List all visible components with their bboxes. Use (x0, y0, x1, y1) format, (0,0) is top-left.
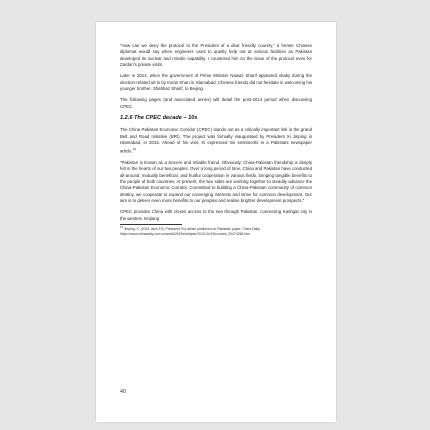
footnote-marker: 19 (120, 226, 123, 230)
paragraph-cpec-intro-text: The China Pakistan Economic Corridor (CPEC) stands out as a critically important link in the grand Belt and Road Initiative (BRI). The project was formally inaugurated by President Xi Jinping in Islamabad, in 2015. Ahead of his visit, Xi expressed his sentiments in a Pakistani newspaper article. (120, 127, 312, 154)
paragraph-cpec-access: CPEC provides China with closes access to the sea through Pakistan, connecting Kashgar city in the western Xinjiang (120, 209, 312, 221)
paragraph-cpec-intro (120, 127, 312, 155)
paragraph-diplomat-quote: “How can we deny the protocol to the President of a dear friendly country,” a former Chinese diplomat would say when engineers used to quietly help out at various facilities as Pakistan developed its nuclear and missile capability. I countered him on the issue of the protocol even for Zardari’s private visits. (120, 43, 312, 67)
page-number: 40 (120, 389, 126, 395)
footnote-reference: 19 (132, 147, 137, 152)
section-title: The CPEC decade – 10s (134, 115, 198, 122)
footnote (120, 226, 312, 236)
paragraph-following-pages: The following pages (and associated annex) will detail the post-2014 period when discussing CPEC. (120, 97, 312, 109)
footnote-divider (120, 224, 182, 225)
section-heading (120, 115, 312, 122)
section-number: 1.2.6 (120, 115, 133, 122)
paragraph-xi-quote: “Pakistan is known as a sincere and reliable friend. Obviously, China-Pakistan friendship is deeply felt in the hearts of our two peoples. Over a long period of time, China and Pakistan have conducted all-around, mutually beneficial, and fruitful cooperation in various fields, bringing tangible benefits to the people of both countries. At present, the two sides are working together to steadily advance the China-Pakistan Economic Corridor. Committed to building a China-Pakistan community of common destiny, we cooperate to expand our converging interests and strive for common development. Our aim is to deliver even more benefits to our peoples and realise brighter development prospects.” (120, 160, 312, 203)
document-page (96, 22, 336, 422)
paragraph-2014-sit-in: Later in 2014, when the government of Prime Minister Nawaz Sharif appeared shaky during the election-related sit-in by Imran Khan in Islamabad, Chinese friends did not hesitate in welcoming his younger brother, Shahbaz Sharif, to Beijing. (120, 73, 312, 91)
footnote-text: Jinping, X. (2015, April 19). President Xi’s article published on Pakistani paper. China Daily. https://www.chinadaily.com.cn/world/2015xivisitpse/2015-04/19/content_20474266.htm (120, 227, 261, 237)
